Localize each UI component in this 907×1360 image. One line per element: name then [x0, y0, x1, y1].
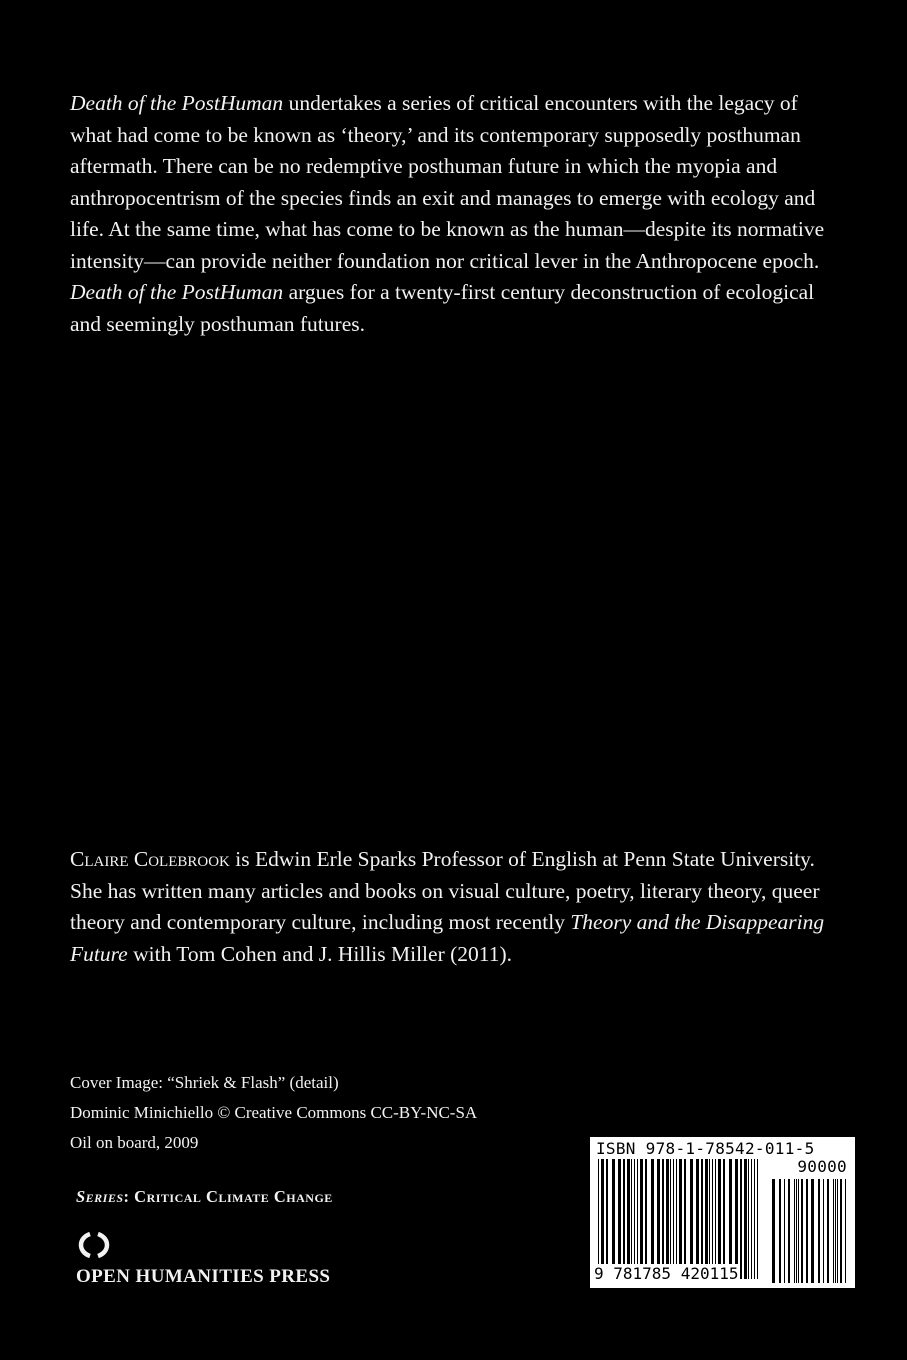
barcode-bar	[818, 1179, 820, 1283]
barcode-bar	[788, 1179, 790, 1283]
barcode-bar	[806, 1179, 808, 1283]
description-text-2: argues for a twenty-first century deconstruction of ecological and seemingly posthuman futures.	[70, 280, 815, 336]
barcode-bar	[796, 1179, 797, 1283]
series-name: Critical Climate Change	[134, 1187, 333, 1206]
barcode-addon: 90000	[797, 1157, 847, 1176]
barcode-bar	[640, 1159, 643, 1279]
barcode-bar	[798, 1179, 799, 1283]
credit-line-2: Dominic Minichiello © Creative Commons CC-BY-NC-SA	[70, 1103, 478, 1122]
barcode-bar	[833, 1179, 834, 1283]
barcode-bar	[744, 1159, 747, 1279]
barcode-bar	[751, 1159, 752, 1279]
bio-text-2: with Tom Cohen and J. Hillis Miller (2011).	[127, 941, 512, 966]
barcode-bar	[606, 1159, 608, 1279]
isbn-barcode	[590, 1137, 855, 1288]
barcode-bar	[735, 1159, 738, 1279]
barcode-bar	[696, 1159, 699, 1279]
barcode-bar	[634, 1159, 635, 1279]
series-label: Series	[76, 1187, 124, 1206]
book-title-italic: Death of the PostHuman	[70, 91, 284, 115]
barcode-bar	[723, 1159, 725, 1279]
barcode-bar	[811, 1179, 814, 1283]
barcode-bar	[827, 1179, 829, 1283]
other-book-title: Theory and the Disappearing Future	[70, 910, 825, 966]
barcode-bar	[715, 1159, 716, 1279]
barcode-bar	[637, 1159, 638, 1279]
cover-credits	[70, 1068, 590, 1158]
barcode-bar	[784, 1179, 785, 1283]
author-name: Claire Colebrook	[70, 847, 230, 871]
barcode-bar	[754, 1159, 755, 1279]
book-title-italic-2: Death of the PostHuman	[70, 280, 284, 304]
publisher-name: OPEN HUMANITIES PRESS	[76, 1266, 331, 1287]
bio-text-1: is Edwin Erle Sparks Professor of English at Penn State University. She has written many articles and books on visual culture, poetry, literary theory, queer theory and contemporary culture, including most recently	[70, 847, 820, 934]
barcode-bar	[666, 1159, 669, 1279]
barcode-bar	[837, 1179, 838, 1283]
barcode-bar	[729, 1159, 732, 1279]
barcode-bar	[676, 1159, 677, 1279]
barcode-bar	[840, 1179, 842, 1283]
barcode-bar	[670, 1159, 671, 1279]
series-separator: :	[123, 1187, 135, 1206]
barcode-bar	[705, 1159, 708, 1279]
barcode-bar	[690, 1159, 693, 1279]
barcode-bar	[598, 1159, 599, 1279]
barcode-bar	[709, 1159, 710, 1279]
barcode-bar	[801, 1179, 803, 1283]
barcode-bar	[618, 1159, 621, 1279]
author-bio	[70, 844, 840, 970]
barcode-bar	[601, 1159, 604, 1279]
barcode-bar	[657, 1159, 660, 1279]
barcode-bar	[712, 1159, 713, 1279]
barcode-bar	[779, 1179, 781, 1283]
barcode-bar	[684, 1159, 686, 1279]
barcode-bar	[718, 1159, 721, 1279]
barcode-bar	[679, 1159, 682, 1279]
credit-line-3: Oil on board, 2009	[70, 1133, 199, 1152]
barcode-bar	[835, 1179, 836, 1283]
barcode-bar	[627, 1159, 630, 1279]
barcode-bar	[612, 1159, 615, 1279]
barcode-bar	[823, 1179, 824, 1283]
barcode-bar	[623, 1159, 625, 1279]
description-text-1: undertakes a series of critical encounters with the legacy of what had come to be known as ‘theory,’ and its contemporary supposedly posthuman aftermath. There can be no redemptive posthuman future in which the myopia and anthropocentrism of the species finds an exit and manages to emerge with ecology and life. At the same time, what has come to be known as the human—despite its normative intensity—can provide neither foundation nor critical lever in the Anthropocene epoch.	[70, 91, 825, 273]
barcode-bar	[701, 1159, 703, 1279]
book-description	[70, 88, 840, 340]
isbn-label: ISBN 978-1-78542-011-5	[596, 1139, 815, 1158]
barcode-bar	[757, 1159, 758, 1279]
barcode-bar	[740, 1159, 742, 1279]
barcode-bar	[794, 1179, 795, 1283]
barcode-bar	[845, 1179, 846, 1283]
credit-line-1: Cover Image: “Shriek & Flash” (detail)	[70, 1073, 339, 1092]
barcode-bar	[772, 1179, 775, 1283]
barcode-bar	[662, 1159, 664, 1279]
barcode-bar	[673, 1159, 674, 1279]
barcode-digits: 9 781785 420115	[594, 1264, 739, 1283]
barcode-bar	[651, 1159, 654, 1279]
barcode-bar	[645, 1159, 647, 1279]
barcode-bar	[631, 1159, 632, 1279]
barcode-bar	[748, 1159, 749, 1279]
series-line	[76, 1187, 333, 1207]
open-parentheses-logo-icon	[76, 1232, 112, 1258]
